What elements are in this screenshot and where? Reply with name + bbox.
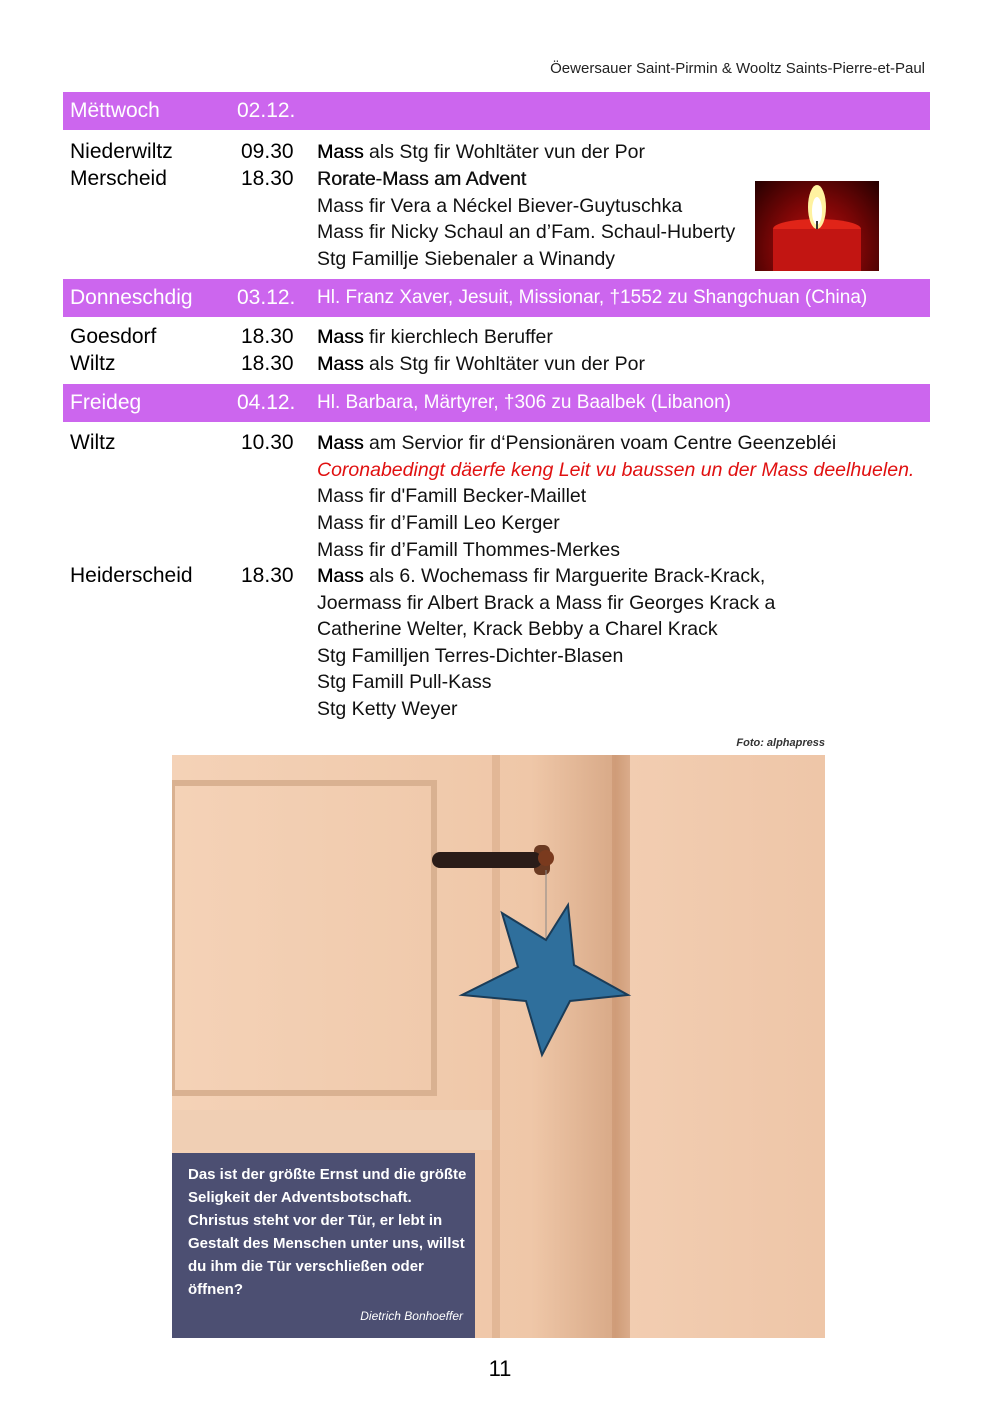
description: Catherine Welter, Krack Bebby a Charel Krack xyxy=(317,618,718,640)
description: Stg Ketty Weyer xyxy=(317,698,458,720)
place: Niederwiltz xyxy=(70,140,173,163)
day-name: Mëttwoch xyxy=(70,99,160,122)
description: Mass als 6. Wochemass fir Marguerite Brack-Krack, xyxy=(317,565,766,587)
description: Mass fir Nicky Schaul an d’Fam. Schaul-Huberty xyxy=(317,221,736,243)
schedule-row xyxy=(0,431,1000,457)
description: Mass fir d’Famill Thommes-Merkes xyxy=(317,539,621,561)
time: 18.30 xyxy=(241,325,294,348)
schedule-line xyxy=(0,670,1000,696)
schedule-line xyxy=(0,617,1000,643)
schedule-line xyxy=(0,511,1000,537)
place: Goesdorf xyxy=(70,325,157,348)
schedule-row xyxy=(0,352,1000,378)
time: 18.30 xyxy=(241,167,294,190)
schedule-note xyxy=(0,458,1000,484)
schedule-row xyxy=(0,140,1000,166)
day-header-freideg xyxy=(63,384,930,422)
photo-credit: Foto: alphapress xyxy=(736,737,825,749)
quote-box xyxy=(172,1153,475,1338)
description: Mass fir d'Famill Becker-Maillet xyxy=(317,485,587,507)
candle-image xyxy=(755,181,879,271)
schedule-line xyxy=(0,644,1000,670)
door-photo xyxy=(172,755,825,1338)
schedule-line xyxy=(0,538,1000,564)
schedule-row xyxy=(0,325,1000,351)
description: Stg Famill Pull-Kass xyxy=(317,671,492,693)
day-header-mettwoch xyxy=(63,92,930,130)
corona-note: Coronabedingt däerfe keng Leit vu baussen un der Mass deelhuelen. xyxy=(317,459,915,481)
description: Mass als Stg fir Wohltäter vun der Por xyxy=(317,141,646,163)
quote-text: Das ist der größte Ernst und die größte Seligkeit der Adventsbotschaft. Christus steht vor der Tür, er lebt in Gestalt des Menschen unter uns, willst du ihm die Tür verschließen oder öffnen? xyxy=(188,1166,467,1298)
day-name: Donneschdig xyxy=(70,286,193,309)
page-number: 11 xyxy=(488,1356,512,1381)
day-header-donneschdig xyxy=(63,279,930,317)
description: Stg Famillje Siebenaler a Winandy xyxy=(317,248,616,270)
running-header: Öewersauer Saint-Pirmin & Wooltz Saints-Pierre-et-Paul xyxy=(550,60,925,77)
place: Wiltz xyxy=(70,431,116,454)
schedule-line xyxy=(0,591,1000,617)
schedule-line xyxy=(0,484,1000,510)
description: Mass am Servior fir d‘Pensionären voam Centre Geenzebléi xyxy=(317,432,837,454)
description: Mass fir Vera a Néckel Biever-Guytuschka xyxy=(317,195,683,217)
saint-of-day: Hl. Barbara, Märtyrer, †306 zu Baalbek (Libanon) xyxy=(317,392,731,413)
place: Heiderscheid xyxy=(70,564,193,587)
description: Stg Familljen Terres-Dichter-Blasen xyxy=(317,645,624,667)
quote-author: Dietrich Bonhoeffer xyxy=(360,1309,463,1323)
time: 10.30 xyxy=(241,431,294,454)
description: Mass als Stg fir Wohltäter vun der Por xyxy=(317,353,646,375)
schedule-row xyxy=(0,564,1000,590)
time: 09.30 xyxy=(241,140,294,163)
schedule-line xyxy=(0,697,1000,723)
day-date: 02.12. xyxy=(237,99,296,122)
place: Wiltz xyxy=(70,352,116,375)
saint-of-day: Hl. Franz Xaver, Jesuit, Missionar, †1552 zu Shangchuan (China) xyxy=(317,287,868,308)
description: Mass fir kierchlech Beruffer xyxy=(317,326,553,348)
description: Rorate-Mass am Advent xyxy=(317,168,527,190)
description: Joermass fir Albert Brack a Mass fir Georges Krack a xyxy=(317,592,776,614)
time: 18.30 xyxy=(241,352,294,375)
day-name: Freideg xyxy=(70,391,142,414)
place: Merscheid xyxy=(70,167,167,190)
time: 18.30 xyxy=(241,564,294,587)
day-date: 03.12. xyxy=(237,286,296,309)
day-date: 04.12. xyxy=(237,391,296,414)
description: Mass fir d’Famill Leo Kerger xyxy=(317,512,560,534)
